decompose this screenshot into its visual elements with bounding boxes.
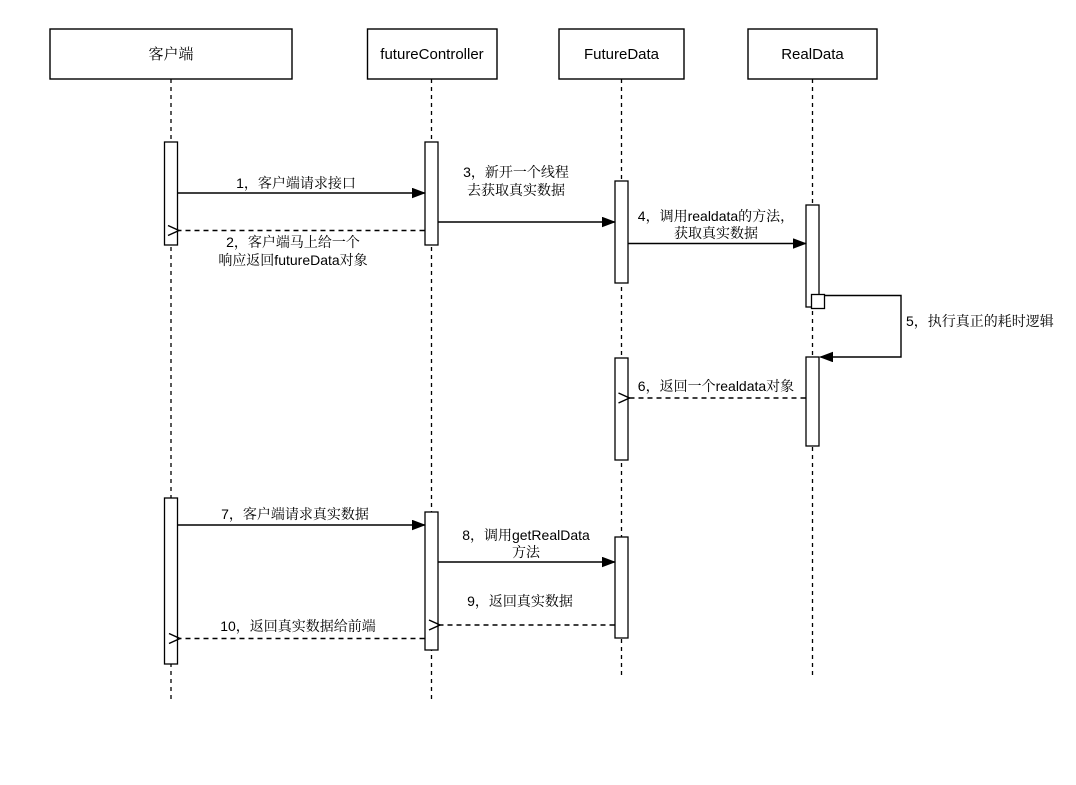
actor-label-client: 客户端	[148, 46, 194, 63]
message-7-label: 7，客户端请求真实数据	[221, 506, 369, 522]
message-5-label: 5，执行真正的耗时逻辑	[906, 313, 1054, 329]
activation-futuredata-2	[615, 358, 628, 460]
message-2-label-line2: 响应返回futureData对象	[218, 252, 368, 268]
message-3-label-line2: 去获取真实数据	[467, 182, 565, 198]
message-8-label-line2: 方法	[512, 544, 540, 560]
message-8-label-line1: 8，调用getRealData	[462, 527, 590, 543]
message-2-label-line1: 2，客户端马上给一个	[226, 234, 360, 250]
message-3-label-line1: 3，新开一个线程	[463, 164, 569, 180]
actor-label-futuredata: FutureData	[583, 46, 660, 63]
activation-futuredata-1	[615, 181, 628, 283]
activation-futuredata-3	[615, 537, 628, 638]
actor-label-futurecontroller: futureController	[380, 46, 484, 63]
actor-label-realdata: RealData	[781, 46, 844, 63]
message-4-label-line2: 获取真实数据	[674, 225, 758, 241]
activation-futurecontroller-2	[425, 512, 438, 650]
message-1-label: 1，客户端请求接口	[236, 175, 356, 191]
message-6-label: 6，返回一个realdata对象	[637, 378, 795, 394]
activation-futurecontroller-1	[425, 142, 438, 245]
activation-realdata-2	[806, 357, 819, 446]
message-9-label: 9，返回真实数据	[467, 593, 573, 609]
activation-client-2	[165, 498, 178, 664]
message-4-label-line1: 4，调用realdata的方法，	[637, 208, 795, 224]
message-10-label: 10，返回真实数据给前端	[220, 618, 376, 634]
activation-realdata-self-nested	[812, 295, 825, 309]
activation-client-1	[165, 142, 178, 245]
activation-realdata-1	[806, 205, 819, 307]
message-5-self-loop	[821, 296, 902, 358]
